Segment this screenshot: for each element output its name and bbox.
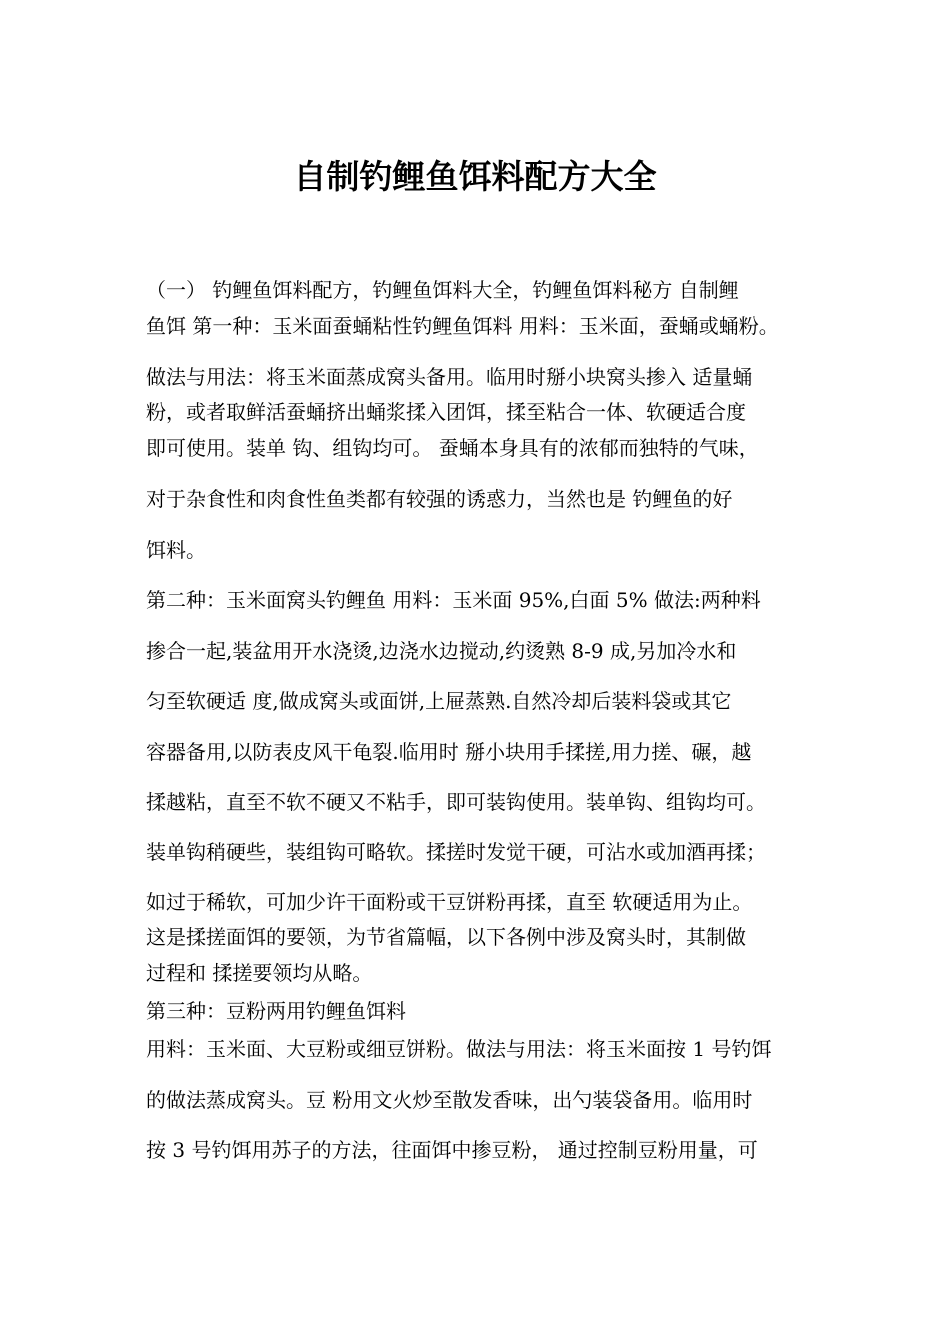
body-line: 如过于稀软，可加少许干面粉或干豆饼粉再揉，直至 软硬适用为止。 bbox=[146, 890, 753, 914]
body-line: 这是揉搓面饵的要领，为节省篇幅，以下各例中涉及窝头时，其制做 bbox=[146, 925, 746, 949]
body-line: 揉越粘，直至不软不硬又不粘手，即可装钩使用。装单钩、组钩均可。 bbox=[146, 790, 766, 814]
body-line: 饵料。 bbox=[146, 538, 206, 562]
body-line: 容器备用,以防表皮风干龟裂.临用时 掰小块用手揉搓,用力搓、碾，越 bbox=[146, 740, 752, 764]
body-line: 匀至软硬适 度,做成窝头或面饼,上屉蒸熟.自然冷却后装料袋或其它 bbox=[146, 689, 732, 713]
body-line: 过程和 揉搓要领均从略。 bbox=[146, 961, 373, 985]
body-line: 做法与用法：将玉米面蒸成窝头备用。临用时掰小块窝头掺入 适量蛹 bbox=[146, 365, 753, 389]
body-line: 对于杂食性和肉食性鱼类都有较强的诱惑力，当然也是 钓鲤鱼的好 bbox=[146, 487, 733, 511]
body-line: 即可使用。装单 钩、组钩均可。 蚕蛹本身具有的浓郁而独特的气味， bbox=[146, 436, 759, 460]
body-line: 粉，或者取鲜活蚕蛹挤出蛹浆揉入团饵，揉至粘合一体、软硬适合度 bbox=[146, 400, 746, 424]
body-line: 装单钩稍硬些，装组钩可略软。揉搓时发觉干硬，可沾水或加酒再揉； bbox=[146, 840, 766, 864]
page-title: 自制钓鲤鱼饵料配方大全 bbox=[293, 157, 657, 196]
body-line: 鱼饵 第一种：玉米面蚕蛹粘性钓鲤鱼饵料 用料：玉米面，蚕蛹或蛹粉。 bbox=[146, 314, 779, 338]
body-line: 用料：玉米面、大豆粉或细豆饼粉。做法与用法：将玉米面按 1 号钓饵 bbox=[146, 1037, 772, 1061]
body-line: （一） 钓鲤鱼饵料配方，钓鲤鱼饵料大全，钓鲤鱼饵料秘方 自制鲤 bbox=[146, 278, 739, 302]
body-line: 掺合一起,装盆用开水浇烫,边浇水边搅动,约烫熟 8-9 成,另加冷水和 bbox=[146, 639, 737, 663]
section-heading: 第三种：豆粉两用钓鲤鱼饵料 bbox=[146, 999, 406, 1023]
body-line: 按 3 号钓饵用苏子的方法，往面饵中掺豆粉， 通过控制豆粉用量，可 bbox=[146, 1138, 758, 1162]
body-line: 的做法蒸成窝头。豆 粉用文火炒至散发香味，出勺装袋备用。临用时 bbox=[146, 1088, 753, 1112]
body-line: 第二种：玉米面窝头钓鲤鱼 用料：玉米面 95%,白面 5% 做法:两种料 bbox=[146, 588, 761, 612]
